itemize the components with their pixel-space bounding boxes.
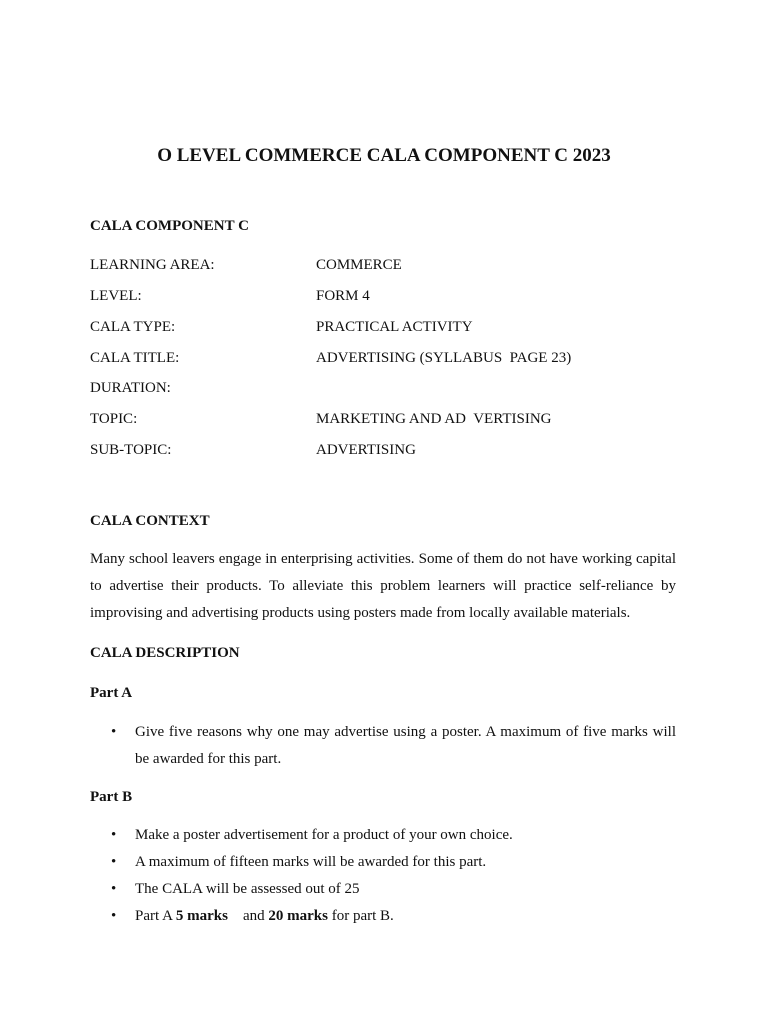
document-title: O LEVEL COMMERCE CALA COMPONENT C 2023 bbox=[157, 145, 611, 166]
detail-label: SUB-TOPIC: bbox=[90, 442, 172, 458]
detail-row-duration bbox=[90, 378, 680, 398]
part-a-heading: Part A bbox=[90, 685, 133, 701]
bullet-icon: • bbox=[111, 881, 117, 897]
marks-part-a: 5 marks bbox=[175, 908, 228, 924]
list-item-text: The CALA will be assessed out of 25 bbox=[135, 881, 360, 897]
detail-value: PRACTICAL ACTIVITY bbox=[316, 319, 473, 335]
detail-row-level bbox=[90, 286, 680, 306]
detail-row-cala-type bbox=[90, 317, 680, 337]
list-item bbox=[90, 719, 676, 773]
component-heading: CALA COMPONENT C bbox=[90, 218, 249, 234]
detail-row-cala-title bbox=[90, 348, 680, 368]
detail-row-sub-topic bbox=[90, 440, 680, 460]
description-heading: CALA DESCRIPTION bbox=[90, 645, 240, 661]
bullet-icon: • bbox=[111, 827, 117, 843]
detail-label: LEVEL: bbox=[90, 288, 142, 304]
marks-middle: and bbox=[227, 908, 269, 924]
detail-value: FORM 4 bbox=[316, 288, 370, 304]
marks-prefix: Part A bbox=[135, 908, 176, 924]
detail-value: ADVERTISING bbox=[316, 442, 416, 458]
marks-line bbox=[135, 903, 676, 930]
detail-value: MARKETING AND AD VERTISING bbox=[316, 411, 552, 427]
detail-value: COMMERCE bbox=[316, 257, 402, 273]
detail-row-learning-area bbox=[90, 255, 680, 275]
part-b-heading: Part B bbox=[90, 789, 133, 805]
list-item-text: Give five reasons why one may advertise using a poster. A maximum of five marks will be awarded for this part. bbox=[135, 724, 676, 767]
list-item-text: Make a poster advertisement for a product of your own choice. bbox=[135, 827, 513, 843]
marks-part-b: 20 marks bbox=[268, 908, 328, 924]
context-heading: CALA CONTEXT bbox=[90, 513, 210, 529]
detail-label: CALA TYPE: bbox=[90, 319, 176, 335]
detail-row-topic bbox=[90, 409, 680, 429]
detail-value: ADVERTISING (SYLLABUS PAGE 23) bbox=[316, 350, 572, 366]
bullet-icon: • bbox=[111, 908, 117, 924]
detail-label: TOPIC: bbox=[90, 411, 138, 427]
detail-label: DURATION: bbox=[90, 380, 171, 396]
detail-label: CALA TITLE: bbox=[90, 350, 180, 366]
marks-suffix: for part B. bbox=[327, 908, 394, 924]
list-item bbox=[90, 903, 676, 930]
bullet-icon: • bbox=[111, 854, 117, 870]
list-item bbox=[90, 849, 676, 876]
context-paragraph: Many school leavers engage in enterprising activities. Some of them do not have working capital to advertise their products. To alleviate this problem learners will practice self-reliance by improvising and advertising products using posters made from locally available materials. bbox=[90, 551, 676, 621]
list-item bbox=[90, 876, 676, 903]
bullet-icon: • bbox=[111, 724, 117, 740]
list-item bbox=[90, 822, 676, 849]
list-item-text: A maximum of fifteen marks will be awarded for this part. bbox=[135, 854, 487, 870]
detail-label: LEARNING AREA: bbox=[90, 257, 215, 273]
